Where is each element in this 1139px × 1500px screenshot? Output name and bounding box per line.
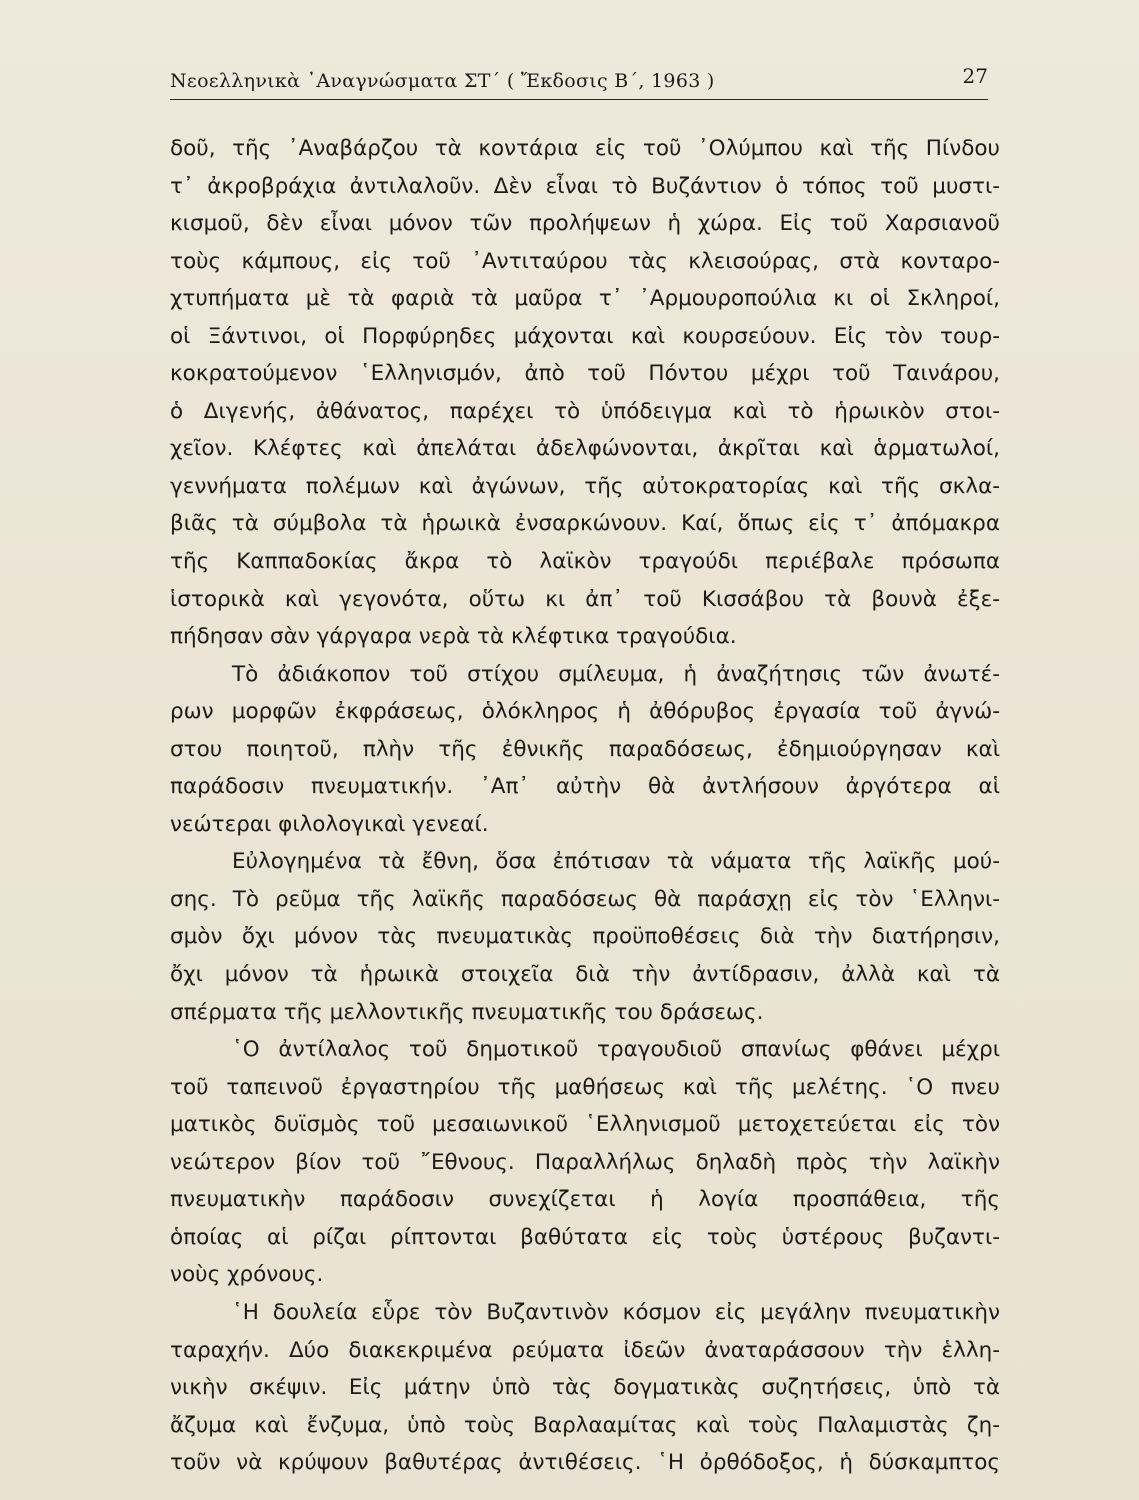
text-line: σμὸν ὄχι μόνον τὰς πνευματικὰς προϋποθέσεις διὰ τὴν διατήρησιν, bbox=[170, 924, 1000, 950]
text-line: ρων μορφῶν ἐκφράσεως, ὁλόκληρος ἡ ἀθόρυβος ἐργασία τοῦ ἀγνώ- bbox=[170, 699, 1000, 725]
page-number: 27 bbox=[962, 64, 988, 88]
text-line: ὄχι μόνον τὰ ἡρωικὰ στοιχεῖα διὰ τὴν ἀντίδρασιν, ἀλλὰ καὶ τὰ bbox=[170, 962, 1000, 988]
text-line: ἄζυμα καὶ ἔνζυμα, ὑπὸ τοὺς Βαρλααμίτας καὶ τοὺς Παλαμιστὰς ζη- bbox=[170, 1412, 1000, 1438]
text-line: νεώτεραι φιλολογικαὶ γενεαί. bbox=[170, 811, 489, 837]
text-line: χεῖον. Κλέφτες καὶ ἀπελάται ἀδελφώνονται, ἀκρῖται καὶ ἁρματωλοί, bbox=[170, 436, 1000, 462]
text-line: παράδοσιν πνευματικήν. ᾿Απ᾿ αὐτὴν θὰ ἀντλήσουν ἀργότερα αἱ bbox=[170, 774, 1000, 800]
text-line: τοὺς κάμπους, εἰς τοῦ ᾿Αντιταύρου τὰς κλεισούρας, στὰ κονταρο- bbox=[170, 248, 1000, 274]
text-line: Εὐλογημένα τὰ ἔθνη, ὅσα ἐπότισαν τὰ νάματα τῆς λαϊκῆς μού- bbox=[232, 849, 1000, 875]
text-line: νεώτερον βίον τοῦ ῎Εθνους. Παραλλήλως δηλαδὴ πρὸς τὴν λαϊκὴν bbox=[170, 1149, 1000, 1175]
text-line: ῾Η δουλεία εὗρε τὸν Βυζαντινὸν κόσμον εἰς μεγάλην πνευματικὴν bbox=[232, 1299, 1000, 1325]
text-line: βιᾶς τὰ σύμβολα τὰ ἡρωικὰ ἐνσαρκώνουν. Καί, ὅπως εἰς τ᾿ ἀπόμακρα bbox=[170, 511, 1000, 537]
text-line: στου ποιητοῦ, πλὴν τῆς ἐθνικῆς παραδόσεως, ἐδημιούργησαν καὶ bbox=[170, 736, 1000, 762]
text-line: τ᾿ ἀκροβράχια ἀντιλαλοῦν. Δὲν εἶναι τὸ Βυζάντιον ὁ τόπος τοῦ μυστι- bbox=[170, 173, 1000, 199]
text-line: πήδησαν σὰν γάργαρα νερὰ τὰ κλέφτικα τραγούδια. bbox=[170, 624, 737, 650]
text-line: ἱστορικὰ καὶ γεγονότα, οὕτω κι ἀπ᾿ τοῦ Κισσάβου τὰ βουνὰ ἐξε- bbox=[170, 586, 1000, 612]
running-head bbox=[170, 62, 990, 98]
text-line: ματικὸς δυϊσμὸς τοῦ μεσαιωνικοῦ ῾Ελληνισμοῦ μετοχετεύεται εἰς τὸν bbox=[170, 1112, 1000, 1138]
text-line: ῾Ο ἀντίλαλος τοῦ δημοτικοῦ τραγουδιοῦ σπανίως φθάνει μέχρι bbox=[232, 1037, 1000, 1063]
text-line: οἱ Ξάντινοι, οἱ Πορφύρηδες μάχονται καὶ κουρσεύουν. Εἰς τὸν τουρ- bbox=[170, 323, 1000, 349]
running-head-title: Νεοελληνικὰ ᾿Αναγνώσματα ΣΤ΄ ( Ἔκδοσις Β΄, 1963 ) bbox=[170, 70, 715, 92]
text-line: δοῦ, τῆς ᾿Αναβάρζου τὰ κοντάρια εἰς τοῦ ᾿Ολύμπου καὶ τῆς Πίνδου bbox=[170, 136, 1000, 161]
text-line: σπέρματα τῆς μελλοντικῆς πνευματικῆς του δράσεως. bbox=[170, 999, 764, 1025]
text-line: νικὴν σκέψιν. Εἰς μάτην ὑπὸ τὰς δογματικὰς συζητήσεις, ὑπὸ τὰ bbox=[170, 1375, 1000, 1401]
text-line: Τὸ ἀδιάκοπον τοῦ στίχου σμίλευμα, ἡ ἀναζήτησις τῶν ἀνωτέ- bbox=[232, 661, 1000, 687]
text-line: ὁποίας αἱ ρίζαι ρίπτονται βαθύτατα εἰς τοὺς ὑστέρους βυζαντι- bbox=[170, 1224, 1000, 1250]
text-line: χτυπήματα μὲ τὰ φαριὰ τὰ μαῦρα τ᾿ ᾿Αρμουροπούλια κι οἱ Σκληροί, bbox=[170, 286, 1000, 312]
text-line: κισμοῦ, δὲν εἶναι μόνον τῶν προλήψεων ἡ χώρα. Εἰς τοῦ Χαρσιανοῦ bbox=[170, 211, 1000, 237]
text-line: τοῦ ταπεινοῦ ἐργαστηρίου τῆς μαθήσεως καὶ τῆς μελέτης. ῾Ο πνευ bbox=[170, 1074, 1000, 1100]
text-line: τῆς Καππαδοκίας ἄκρα τὸ λαϊκὸν τραγούδι περιέβαλε πρόσωπα bbox=[170, 549, 1000, 575]
text-line: κοκρατούμενον ῾Ελληνισμόν, ἀπὸ τοῦ Πόντου μέχρι τοῦ Ταινάρου, bbox=[170, 361, 1000, 387]
body-text bbox=[170, 130, 1000, 1482]
text-line: σης. Τὸ ρεῦμα τῆς λαϊκῆς παραδόσεως θὰ παράσχῃ εἰς τὸν ῾Ελληνι- bbox=[170, 886, 1000, 912]
text-line: ταραχήν. Δύο διακεκριμένα ρεύματα ἰδεῶν ἀναταράσσουν τὴν ἑλλη- bbox=[170, 1337, 1000, 1363]
text-line: νοὺς χρόνους. bbox=[170, 1262, 324, 1288]
text-line: τοῦν νὰ κρύψουν βαθυτέρας ἀντιθέσεις. ῾Η ὀρθόδοξος, ἡ δύσκαμπτος bbox=[170, 1450, 1000, 1476]
text-line: ὁ Διγενής, ἀθάνατος, παρέχει τὸ ὑπόδειγμα καὶ τὸ ἡρωικὸν στοι- bbox=[170, 398, 1000, 424]
header-rule bbox=[170, 99, 988, 100]
text-line: πνευματικὴν παράδοσιν συνεχίζεται ἡ λογία προσπάθεια, τῆς bbox=[170, 1187, 1000, 1213]
text-line: γεννήματα πολέμων καὶ ἀγώνων, τῆς αὐτοκρατορίας καὶ τῆς σκλα- bbox=[170, 473, 1000, 499]
